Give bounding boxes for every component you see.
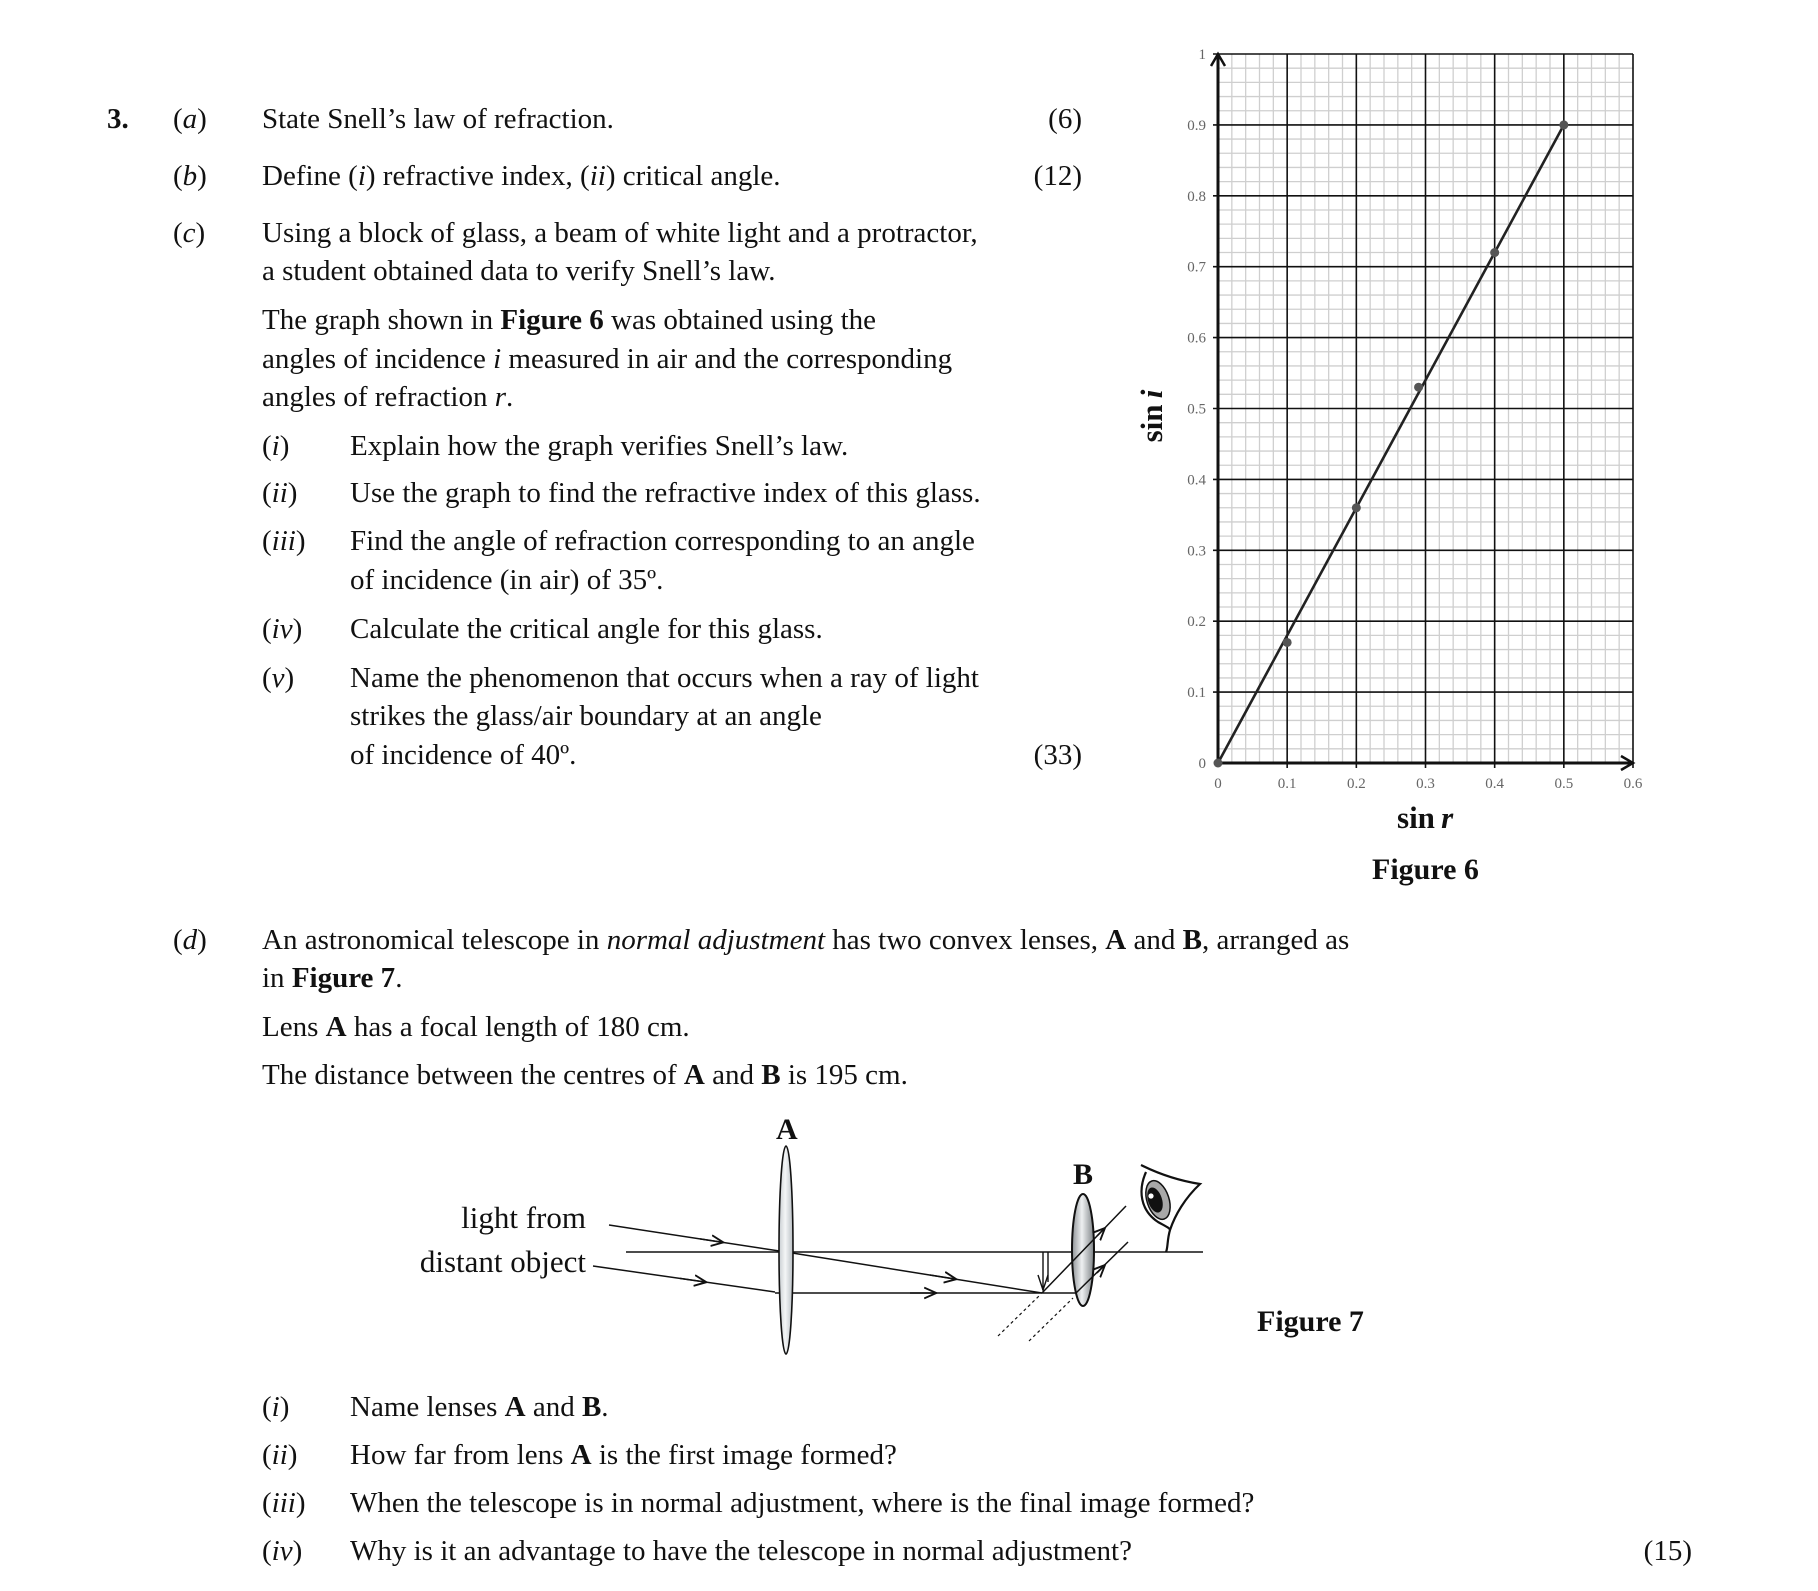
part-d-distance-info [262, 1056, 908, 1094]
part-a-text [262, 100, 614, 138]
part-b-label: (b) [173, 160, 207, 192]
bold-text: B [581, 1391, 602, 1423]
y-tick-label: 0.2 [1187, 614, 1206, 631]
part-d-subpart-i-text [350, 1388, 609, 1426]
x-tick-label: 0.3 [1416, 776, 1435, 792]
text-run: . [601, 1391, 609, 1423]
text-run: State Snell’s law of refraction. [262, 103, 614, 135]
bold-text: B [1182, 924, 1202, 956]
text-run: Lens [262, 1011, 326, 1043]
y-tick-label: 0.8 [1187, 188, 1206, 205]
part-d-subpart-iv-label: (iv) [262, 1535, 303, 1567]
data-point [1283, 638, 1292, 647]
subpart-numeral: ii [271, 1439, 288, 1471]
subpart-numeral: i [271, 430, 280, 462]
text-run: angles of refraction [262, 381, 495, 413]
y-tick-label: 1 [1198, 47, 1206, 63]
subpart-numeral: ii [271, 477, 288, 509]
text-run: of incidence (in air) of 35º. [350, 564, 664, 596]
part-b-text [262, 157, 781, 195]
text-run: angles of incidence [262, 343, 494, 375]
part-c-para2-line-2 [262, 340, 952, 378]
bold-text: A [504, 1391, 526, 1423]
x-tick-label: 0.4 [1485, 776, 1505, 792]
part-a-label: (a) [173, 103, 207, 135]
y-tick-label: 0.1 [1187, 685, 1206, 702]
data-point [1352, 503, 1361, 512]
virtual-ray-2 [1029, 1298, 1073, 1341]
part-c-para2-line-1 [262, 301, 876, 339]
figure-6-chart [1130, 40, 1670, 820]
text-run: is the first image formed? [591, 1439, 897, 1471]
text-run: of incidence of 40º. [350, 739, 577, 771]
light-source-line-1: light from [461, 1200, 586, 1235]
text-run: The distance between the centres of [262, 1059, 684, 1091]
italic-text: i [357, 160, 366, 192]
x-tick-label: 0.6 [1623, 776, 1643, 792]
part-d-letter: d [182, 924, 198, 956]
part-d-subpart-iii-label: (iii) [262, 1487, 306, 1519]
text-run: An astronomical telescope in [262, 924, 607, 956]
bold-text: A [683, 1059, 705, 1091]
part-d-lens-a-info [262, 1008, 690, 1046]
part-c-subpart-v-text-1 [350, 659, 979, 697]
part-c-subpart-ii-label: (ii) [262, 477, 298, 509]
data-point [1490, 248, 1499, 257]
bold-text: A [1105, 924, 1127, 956]
lens-b-label: B [1073, 1158, 1094, 1191]
subpart-numeral: iii [271, 1487, 296, 1519]
bold-text: A [570, 1439, 592, 1471]
part-c-line-1 [262, 214, 978, 252]
data-point [1214, 759, 1223, 768]
text-run: ) critical angle. [605, 160, 781, 192]
x-tick-label: 0.1 [1277, 776, 1297, 792]
light-source-line-2: distant object [419, 1244, 586, 1279]
question-number: 3. [107, 103, 129, 135]
figure-7-telescope-diagram [380, 1110, 1240, 1370]
bold-text: B [761, 1059, 781, 1091]
text-run: Find the angle of refraction corresponding to an angle [350, 525, 975, 557]
data-point [1414, 383, 1423, 392]
part-b-marks: (12) [1033, 160, 1082, 192]
text-run: The graph shown in [262, 304, 501, 336]
text-run: Name lenses [350, 1391, 505, 1423]
text-run: , arranged as [1201, 924, 1350, 956]
part-d-subpart-ii-text [350, 1436, 897, 1474]
part-c-subpart-v-text-3 [350, 736, 576, 774]
part-d-line-2 [262, 959, 402, 997]
part-c-line-2 [262, 252, 776, 290]
part-c-label: (c) [173, 217, 206, 249]
text-run: Define ( [262, 160, 358, 192]
text-run: was obtained using the [603, 304, 877, 336]
text-run: strikes the glass/air boundary at an angle [350, 700, 822, 732]
subpart-numeral: iv [271, 1535, 293, 1567]
y-tick-label: 0.7 [1187, 259, 1206, 276]
x-axis-title-main: sin [1397, 800, 1435, 835]
part-c-subpart-v-text-2 [350, 697, 822, 735]
text-run: and [704, 1059, 762, 1091]
x-axis-title [1397, 800, 1453, 836]
y-tick-label: 0.6 [1187, 330, 1206, 347]
part-c-subpart-i-label: (i) [262, 430, 290, 462]
part-c-subpart-v-label: (v) [262, 662, 295, 694]
bold-text: Figure 7 [291, 962, 396, 994]
part-d-subpart-iii-text [350, 1484, 1254, 1522]
x-tick-label: 0 [1214, 776, 1222, 792]
text-run: Why is it an advantage to have the telescope in normal adjustment? [350, 1535, 1132, 1567]
figure-7-caption: Figure 7 [1257, 1305, 1364, 1338]
part-d-marks: (15) [1643, 1535, 1692, 1567]
text-run: a student obtained data to verify Snell’s law. [262, 255, 776, 287]
text-run: and [525, 1391, 582, 1423]
text-run: in [262, 962, 292, 994]
x-tick-label: 0.2 [1346, 776, 1366, 792]
text-run: measured in air and the corresponding [501, 343, 953, 375]
part-b-letter: b [182, 160, 198, 192]
y-axis-title [1134, 386, 1170, 446]
y-tick-label: 0.4 [1187, 472, 1206, 489]
subpart-numeral: i [271, 1391, 280, 1423]
best-fit-line [1218, 125, 1564, 763]
eye-icon [1141, 1165, 1200, 1252]
data-point [1559, 120, 1568, 129]
italic-text: i [493, 343, 502, 375]
x-tick-label: 0.5 [1554, 776, 1574, 792]
part-d-subpart-iv-text [350, 1532, 1132, 1570]
x-axis-title-var: r [1441, 800, 1454, 835]
text-run: Name the phenomenon that occurs when a ray of light [350, 662, 979, 694]
italic-text: ii [589, 160, 606, 192]
part-a-marks: (6) [1048, 103, 1082, 135]
subpart-numeral: iii [271, 525, 296, 557]
y-tick-label: 0.9 [1187, 117, 1206, 134]
text-run: When the telescope is in normal adjustment, where is the final image formed? [350, 1487, 1255, 1519]
part-c-subpart-i-text [350, 427, 848, 465]
italic-text: normal adjustment [606, 924, 825, 956]
refracted-ray-through-centre [786, 1252, 1042, 1293]
text-run: and [1126, 924, 1183, 956]
part-c-letter: c [182, 217, 196, 249]
part-a-letter: a [182, 103, 198, 135]
text-run: . [395, 962, 403, 994]
text-run: Calculate the critical angle for this glass. [350, 613, 823, 645]
y-axis-title-main: sin [1134, 404, 1169, 443]
text-run: is 195 cm. [780, 1059, 908, 1091]
part-c-subpart-ii-text [350, 474, 981, 512]
part-c-subpart-iii-text-2 [350, 561, 663, 599]
text-run: How far from lens [350, 1439, 571, 1471]
text-run: ) refractive index, ( [365, 160, 590, 192]
y-tick-label: 0 [1198, 756, 1206, 772]
part-c-subpart-iv-text [350, 610, 823, 648]
incoming-ray-upper [609, 1225, 786, 1252]
figure-6-caption: Figure 6 [1372, 853, 1479, 886]
part-c-para2-line-3 [262, 378, 513, 416]
part-d-subpart-i-label: (i) [262, 1391, 290, 1423]
text-run: has two convex lenses, [825, 924, 1106, 956]
subpart-numeral: iv [271, 613, 293, 645]
text-run: Explain how the graph verifies Snell’s law. [350, 430, 849, 462]
part-c-marks: (33) [1033, 739, 1082, 771]
y-axis-title-var: i [1134, 389, 1169, 399]
bold-text: Figure 6 [500, 304, 604, 336]
italic-text: r [494, 381, 506, 413]
part-d-subpart-ii-label: (ii) [262, 1439, 298, 1471]
bold-text: A [325, 1011, 347, 1043]
virtual-ray-1 [998, 1295, 1040, 1336]
text-run: has a focal length of 180 cm. [346, 1011, 690, 1043]
y-tick-label: 0.5 [1187, 401, 1206, 418]
y-tick-label: 0.3 [1187, 543, 1206, 560]
part-c-subpart-iii-text-1 [350, 522, 975, 560]
part-c-subpart-iii-label: (iii) [262, 525, 306, 557]
part-d-label: (d) [173, 924, 207, 956]
text-run: . [506, 381, 514, 413]
part-d-line-1 [262, 921, 1349, 959]
text-run: Use the graph to find the refractive index of this glass. [350, 477, 981, 509]
subpart-numeral: v [271, 662, 285, 694]
lens-a-label: A [776, 1113, 798, 1146]
text-run: Using a block of glass, a beam of white light and a protractor, [262, 217, 978, 249]
part-c-subpart-iv-label: (iv) [262, 613, 303, 645]
lens-a [779, 1146, 793, 1354]
